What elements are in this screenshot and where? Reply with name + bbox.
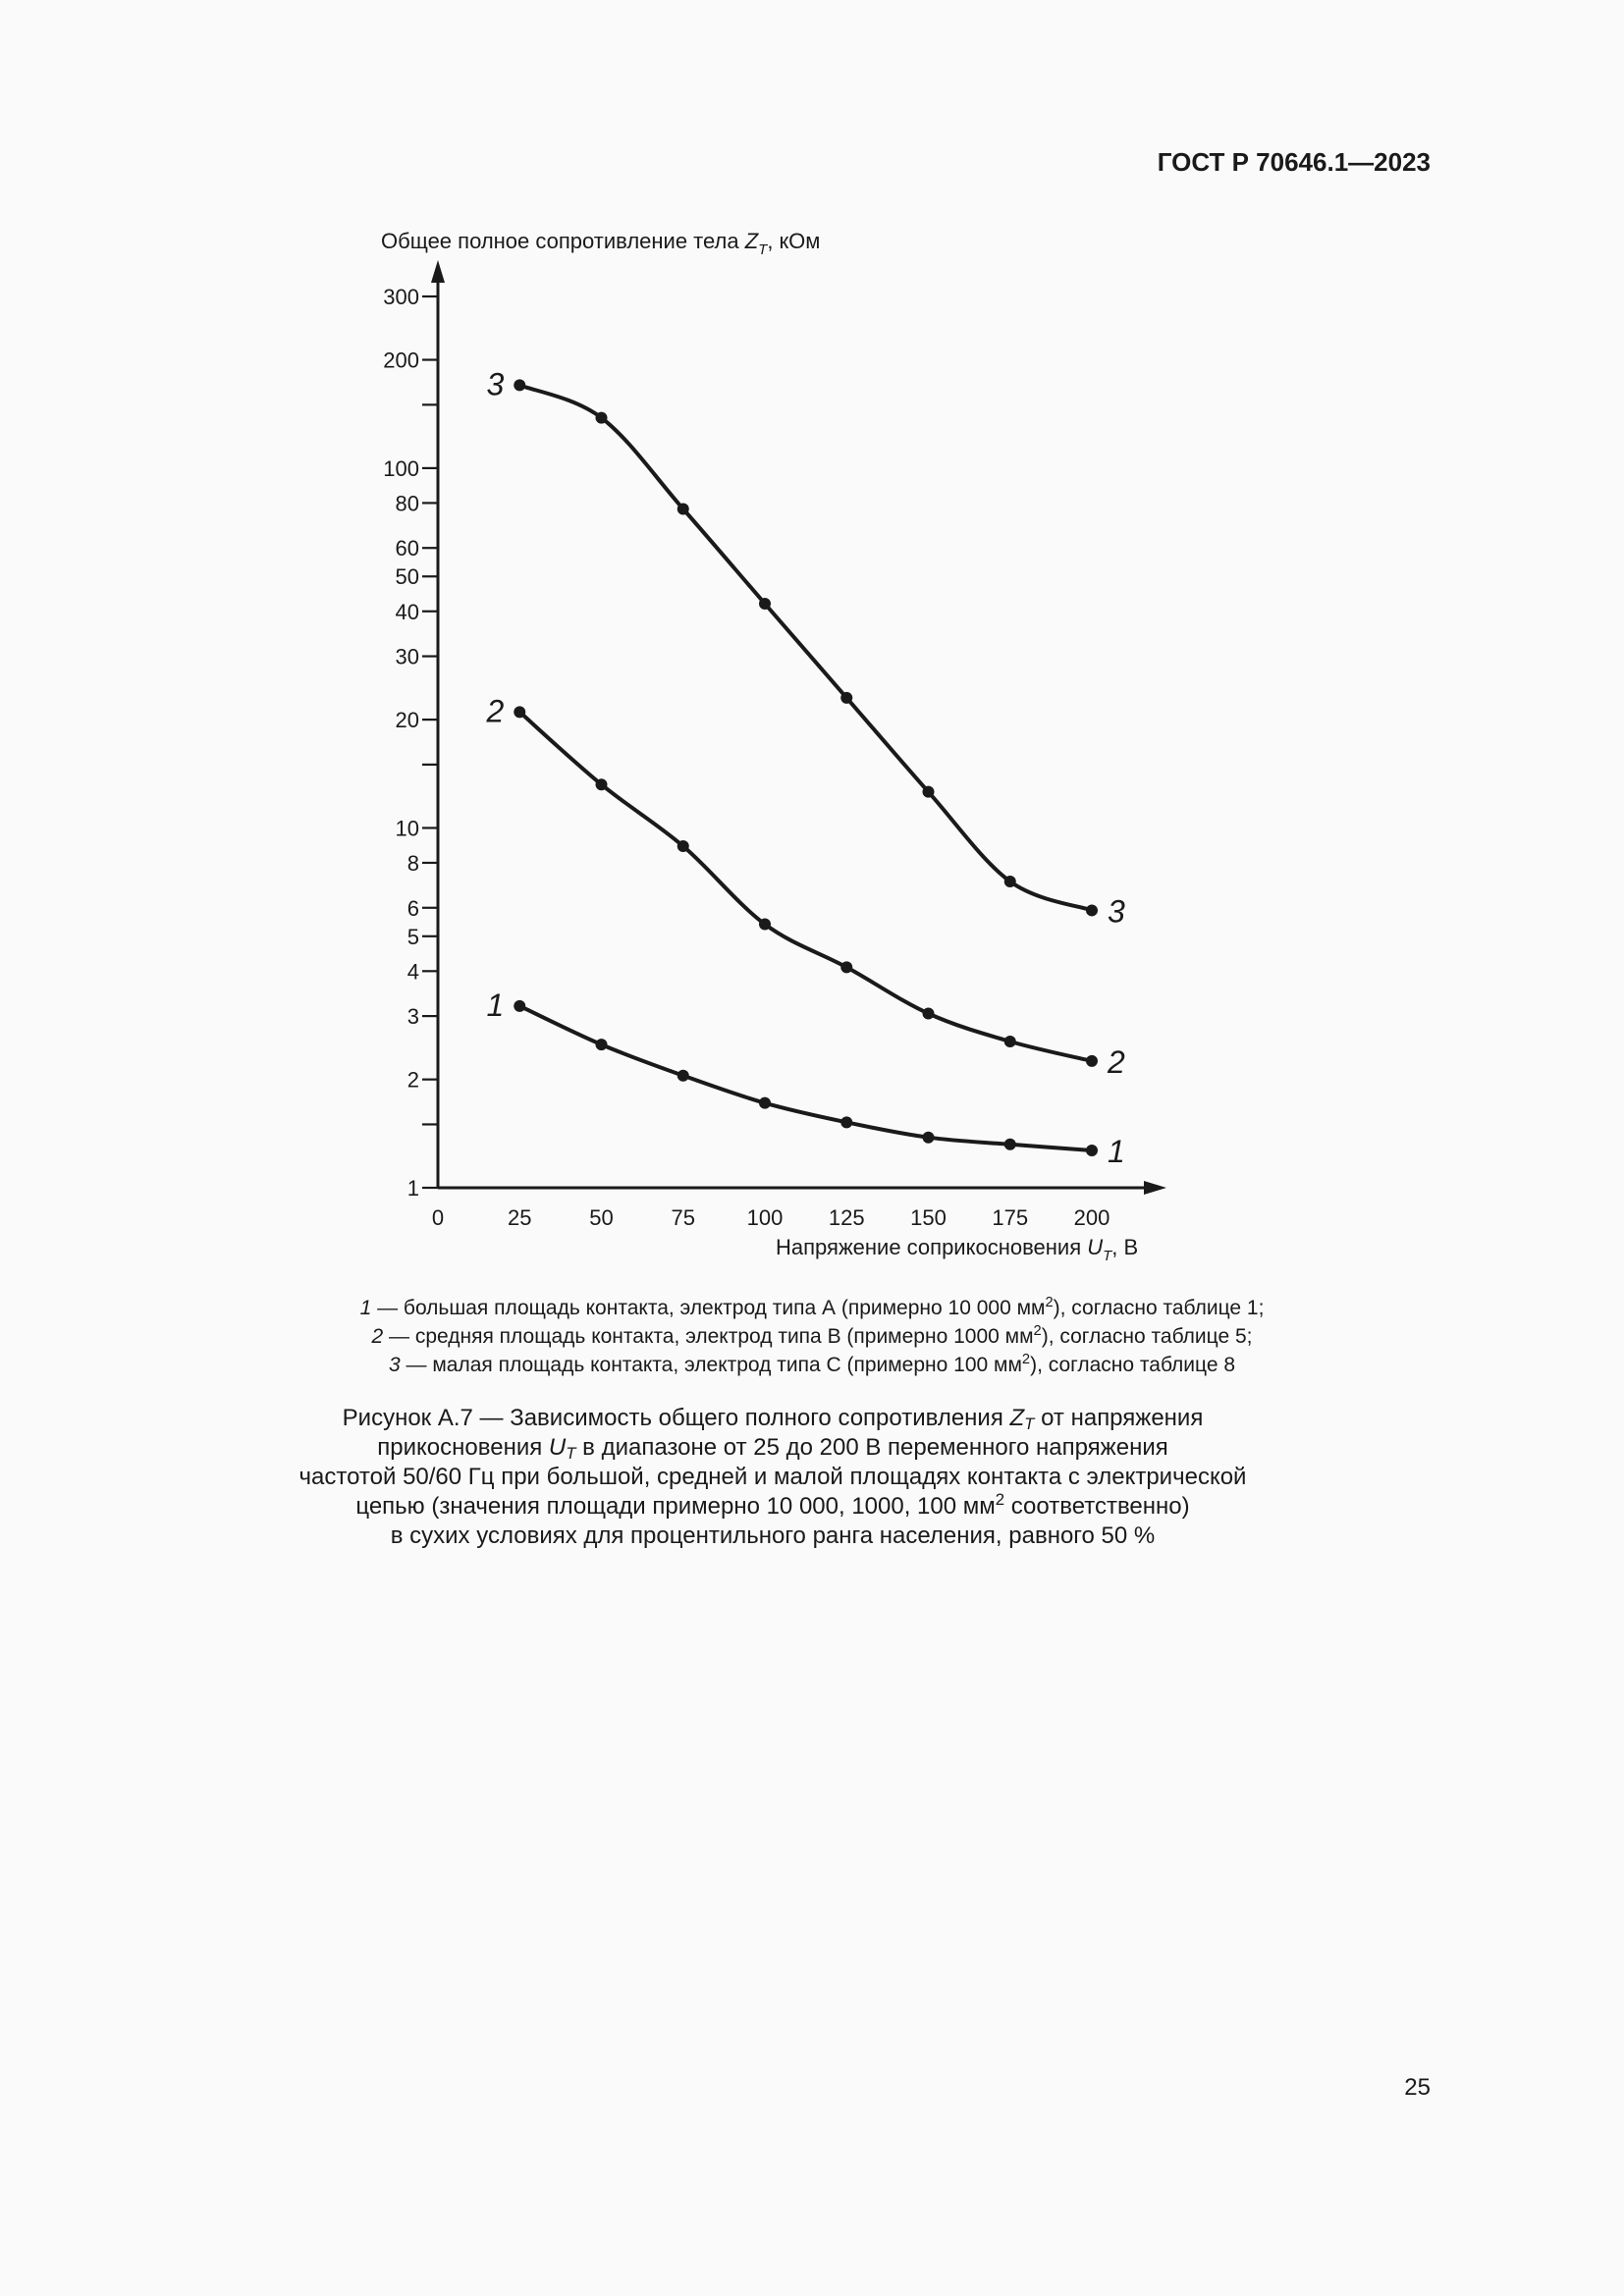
series-3-point-200 [1086, 904, 1098, 916]
legend-text-2: — средняя площадь контакта, электрод типа В (примерно 1000 мм [383, 1325, 1034, 1348]
x-axis-label [776, 1235, 1138, 1264]
y-tick-label-40: 40 [395, 599, 419, 624]
series-1-point-25 [514, 1000, 525, 1012]
series-2-line [519, 712, 1092, 1061]
legend-item-1 [196, 1294, 1428, 1322]
y-tick-label-3: 3 [406, 1004, 419, 1030]
series-3-point-175 [1004, 876, 1016, 887]
y-tick-label-5: 5 [406, 924, 419, 949]
caption-line-3: частотой 50/60 Гц при большой, средней и малой площадях контакта с электрической [298, 1464, 1247, 1490]
series-1-point-200 [1086, 1145, 1098, 1156]
legend-tail-1: ), согласно таблице 1; [1053, 1297, 1265, 1319]
x-tick-label-150: 150 [910, 1205, 947, 1230]
series-2-label-start: 2 [486, 693, 505, 729]
series-2-point-175 [1004, 1036, 1016, 1047]
x-tick-label-175: 175 [992, 1205, 1029, 1230]
series-2-point-100 [759, 919, 771, 931]
caption-line-4: цепью (значения площади примерно 10 000, 1000, 100 $мм^2$ соответственно) [355, 1489, 1190, 1520]
y-axis-label-unit: , кОм [767, 229, 821, 253]
legend-item-2 [196, 1322, 1428, 1351]
y-tick-label-200: 200 [383, 347, 419, 373]
series-1-point-75 [677, 1070, 689, 1082]
x-tick-label-25: 25 [508, 1205, 532, 1230]
y-tick-label-4: 4 [406, 959, 419, 985]
series-1-point-125 [840, 1116, 852, 1128]
series-3-point-75 [677, 503, 689, 514]
y-tick-label-80: 80 [395, 491, 419, 516]
legend-num-2: 2 [371, 1325, 384, 1348]
series-3-line [519, 385, 1092, 910]
y-axis-label-var: Z [744, 229, 759, 253]
legend-sup-3: 2 [1021, 1351, 1031, 1367]
figure-caption [236, 1404, 1310, 1551]
legend-tail-2: ), согласно таблице 5; [1041, 1325, 1253, 1348]
series-2-label-end: 2 [1108, 1043, 1125, 1080]
y-tick-label-20: 20 [395, 708, 419, 733]
x-tick-label-50: 50 [589, 1205, 614, 1230]
series-3-point-150 [923, 786, 935, 798]
legend-sup-2: 2 [1033, 1322, 1042, 1339]
series-1-point-175 [1004, 1139, 1016, 1150]
x-axis-label-sub: T [1103, 1248, 1112, 1264]
x-tick-label-75: 75 [671, 1205, 695, 1230]
series-2-point-150 [923, 1007, 935, 1019]
series-3-point-25 [514, 379, 525, 391]
series-1-point-100 [759, 1097, 771, 1109]
y-tick-label-8: 8 [406, 850, 419, 876]
y-axis-label [381, 229, 820, 258]
legend-tail-3: ), согласно таблице 8 [1030, 1354, 1236, 1376]
y-tick-label-300: 300 [383, 285, 419, 309]
x-tick-label-100: 100 [746, 1205, 784, 1230]
series-2-point-125 [840, 961, 852, 973]
legend-num-1: 1 [359, 1297, 372, 1319]
series-3-label-start: 3 [486, 366, 505, 402]
series-1-point-150 [923, 1132, 935, 1144]
x-tick-label-200: 200 [1073, 1205, 1110, 1230]
axes [383, 260, 1166, 1230]
x-axis-arrow [1144, 1181, 1166, 1195]
y-tick-label-10: 10 [395, 816, 419, 841]
y-tick-label-2: 2 [406, 1067, 419, 1093]
caption-line-2: прикосновения $U_T$ в диапазоне от 25 до 200 В переменного напряжения [377, 1434, 1168, 1464]
series-2-point-50 [596, 778, 608, 790]
y-tick-label-100: 100 [383, 455, 419, 481]
y-axis-label-text: Общее полное сопротивление тела [381, 229, 745, 253]
series-2-point-200 [1086, 1055, 1098, 1067]
series-1-point-50 [596, 1039, 608, 1050]
figure-legend [196, 1294, 1428, 1379]
series-2-point-75 [677, 840, 689, 852]
legend-text-1: — большая площадь контакта, электрод типа А (примерно 10 000 мм [371, 1297, 1046, 1319]
series-2-point-25 [514, 706, 525, 718]
series-1-label-start: 1 [486, 987, 505, 1023]
series-3-point-50 [596, 412, 608, 424]
x-tick-label-125: 125 [828, 1205, 865, 1230]
y-axis-arrow [431, 260, 445, 283]
y-tick-label-6: 6 [406, 895, 419, 921]
y-tick-label-50: 50 [395, 564, 419, 590]
y-tick-label-60: 60 [395, 536, 419, 561]
x-tick-label-0: 0 [431, 1205, 445, 1230]
x-axis-label-unit: , В [1111, 1235, 1139, 1259]
legend-text-3: — малая площадь контакта, электрод типа С (примерно 100 мм [400, 1354, 1022, 1376]
caption-line-5: в сухих условиях для процентильного ранга населения, равного 50 % [390, 1522, 1156, 1549]
legend-sup-1: 2 [1045, 1294, 1054, 1310]
legend-item-3 [196, 1351, 1428, 1379]
series-3-point-125 [840, 692, 852, 704]
series-1-line [519, 1006, 1092, 1150]
x-axis-label-text: Напряжение соприкосновения [776, 1235, 1088, 1259]
x-axis-label-var: U [1087, 1235, 1104, 1259]
y-tick-label-1: 1 [406, 1176, 419, 1201]
series-3-point-100 [759, 598, 771, 610]
caption-line-1: Рисунок А.7 — Зависимость общего полного сопротивления $Z_T$ от напряжения [342, 1405, 1204, 1434]
y-axis-label-sub: T [758, 241, 768, 258]
series-1-label-end: 1 [1108, 1133, 1125, 1169]
document-number: ГОСТ Р 70646.1—2023 [1157, 147, 1431, 177]
series-layer [485, 366, 1125, 1169]
page-number: 25 [1404, 2074, 1431, 2101]
y-tick-label-30: 30 [395, 644, 419, 669]
series-3-label-end: 3 [1108, 893, 1125, 930]
legend-num-3: 3 [388, 1354, 401, 1376]
